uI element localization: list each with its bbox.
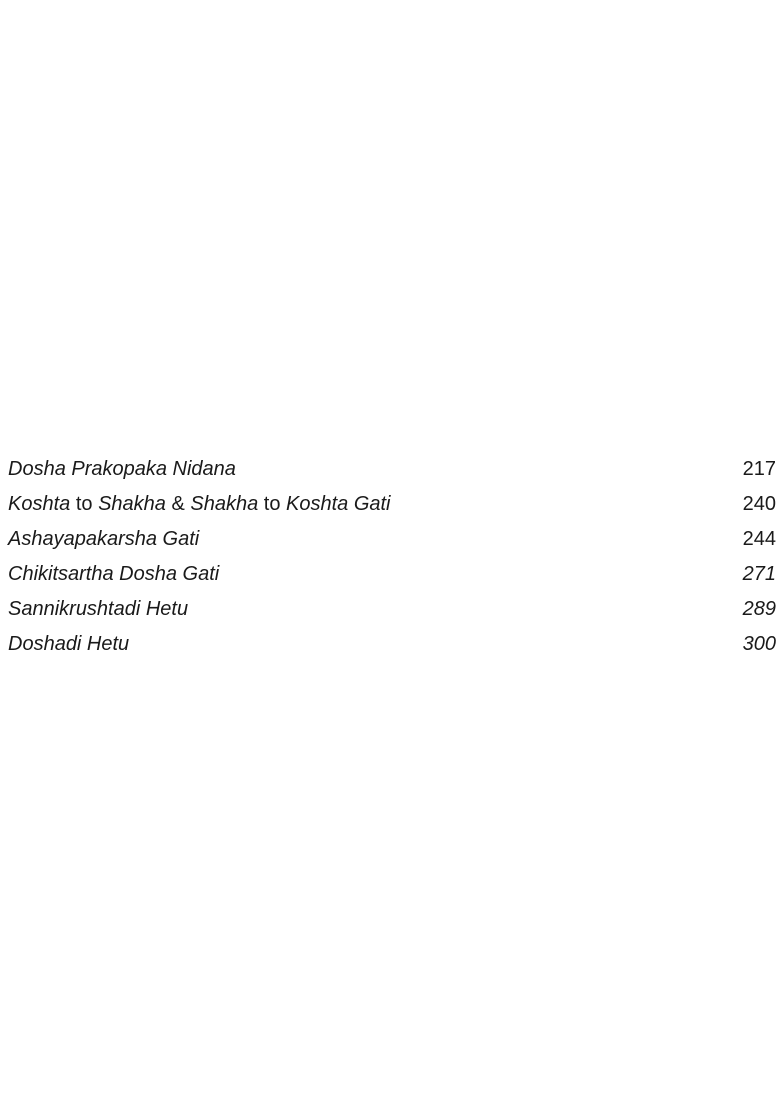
toc-title-part: Sannikrushtadi Hetu [8, 598, 189, 620]
toc-entry [8, 557, 776, 592]
toc-title-part: & [165, 493, 191, 515]
toc-page-number: 300 [742, 633, 776, 655]
toc-entry [8, 452, 776, 487]
toc-title-part: Shakha [190, 493, 259, 515]
toc-entry [8, 522, 776, 557]
toc-page-number: 217 [742, 458, 776, 480]
toc-entry-title [8, 557, 219, 592]
toc-title-part: Dosha [8, 458, 66, 480]
toc-title-part: Chikitsartha Dosha Gati [8, 563, 220, 585]
toc-title-part: Ashayapakarsha Gati [8, 528, 200, 550]
toc-title-part: to [70, 493, 99, 515]
toc-page-number: 244 [742, 528, 776, 550]
toc-entry-title [8, 592, 188, 627]
toc-entry-title [8, 522, 199, 557]
toc-entry [8, 592, 776, 627]
toc-title-part: Shakha [98, 493, 166, 515]
toc-title-part: Doshadi Hetu [8, 633, 130, 655]
toc-page-number: 289 [742, 598, 776, 620]
toc-entry [8, 627, 776, 662]
toc-entry-title [8, 487, 391, 522]
toc-title-part: Koshta [8, 493, 71, 515]
toc-entry [8, 487, 776, 522]
toc-entry-title [8, 627, 129, 662]
toc-page-number: 271 [742, 563, 776, 585]
toc-title-part: to [258, 493, 286, 515]
table-of-contents [8, 452, 776, 662]
toc-page-number: 240 [742, 493, 776, 515]
toc-title-part: Prakopaka Nidana [71, 458, 236, 480]
toc-entry-title [8, 452, 236, 487]
toc-title-part: Koshta Gati [286, 493, 391, 515]
